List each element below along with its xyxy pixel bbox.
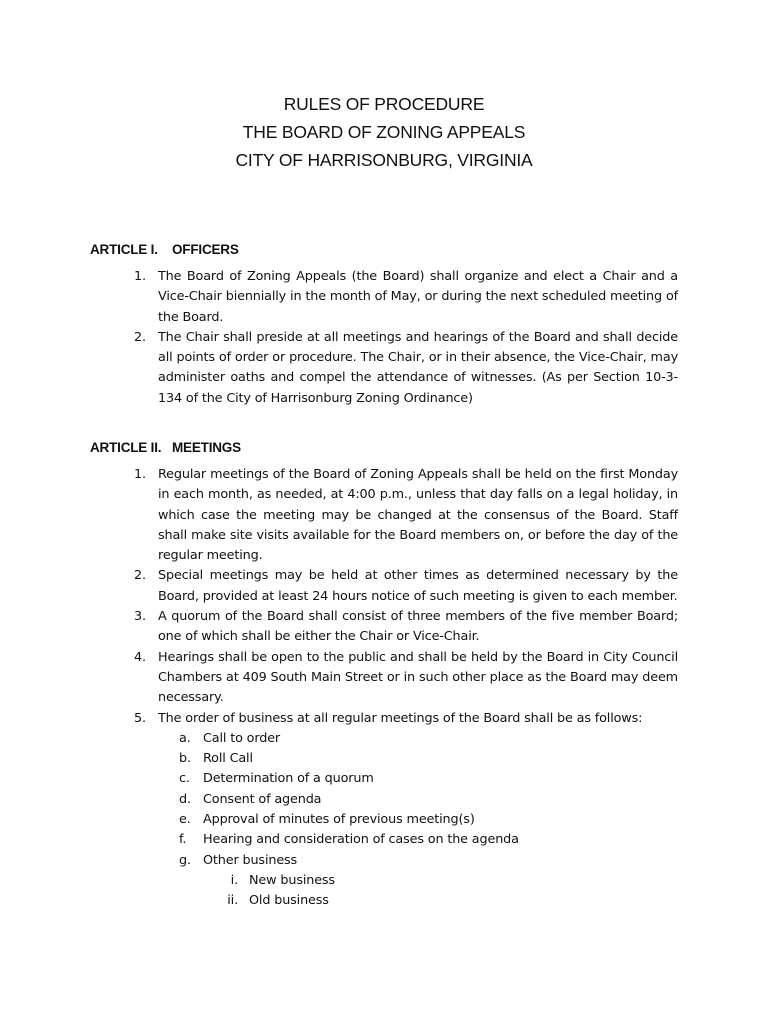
list-item bbox=[0, 709, 678, 729]
document-title-line-2: THE BOARD OF ZONING APPEALS bbox=[242, 122, 526, 142]
article-2-heading bbox=[90, 440, 241, 455]
article-1-list bbox=[0, 267, 768, 409]
other-business-item bbox=[0, 891, 768, 911]
order-of-business-item bbox=[0, 729, 768, 749]
list-item bbox=[0, 267, 678, 328]
item-text: New business bbox=[249, 872, 335, 888]
item-text: Regular meetings of the Board of Zoning Appeals shall be held on the first Monday in each month, as needed, at 4:00 p.m., unless that day falls on a legal holiday, in which case the meeting may be changed at the consensus of the Board. Staff shall make site visits available for the Board members on, or before the day of the regular meeting. bbox=[158, 467, 678, 564]
order-of-business-item bbox=[0, 810, 768, 830]
item-roman-numeral: i. bbox=[230, 872, 238, 888]
article-2-list bbox=[0, 465, 768, 912]
document-title-line-3: CITY OF HARRISONBURG, VIRGINIA bbox=[235, 150, 533, 170]
item-text: The Board of Zoning Appeals (the Board) shall organize and elect a Chair and a Vice-Chair biennially in the month of May, or during the next scheduled meeting of the Board. bbox=[158, 269, 678, 325]
item-number: 1. bbox=[134, 269, 146, 284]
order-of-business-item bbox=[0, 851, 768, 871]
list-item bbox=[0, 566, 678, 607]
item-letter: f. bbox=[179, 832, 187, 848]
item-text: Roll Call bbox=[203, 751, 253, 767]
item-text: Determination of a quorum bbox=[203, 771, 374, 787]
article-1-name: OFFICERS bbox=[172, 242, 239, 257]
item-letter: c. bbox=[179, 771, 190, 787]
item-text: Other business bbox=[203, 852, 298, 868]
item-letter: g. bbox=[179, 852, 191, 868]
article-2-label: ARTICLE II. bbox=[90, 440, 162, 455]
order-of-business-item bbox=[0, 769, 768, 789]
article-2-name: MEETINGS bbox=[172, 440, 241, 455]
item-text: Old business bbox=[249, 893, 329, 909]
item-number: 5. bbox=[134, 710, 146, 726]
article-1-label: ARTICLE I. bbox=[90, 242, 158, 257]
item-roman-numeral: ii. bbox=[227, 893, 238, 909]
list-item bbox=[0, 465, 678, 566]
item-letter: e. bbox=[179, 812, 191, 828]
list-item bbox=[0, 648, 678, 709]
article-1-heading bbox=[90, 242, 239, 257]
list-item bbox=[0, 607, 678, 648]
order-of-business-item bbox=[0, 790, 768, 810]
item-text: Hearings shall be open to the public and shall be held by the Board in City Council Chambers at 409 South Main Street or in such other place as the Board may deem necessary. bbox=[158, 649, 678, 706]
item-letter: a. bbox=[179, 730, 191, 746]
order-of-business-item bbox=[0, 830, 768, 850]
item-text: The order of business at all regular meetings of the Board shall be as follows: bbox=[158, 710, 643, 726]
item-text: The Chair shall preside at all meetings and hearings of the Board and shall decide all points of order or procedure. The Chair, or in their absence, the Vice-Chair, may administer oaths and compel the attendance of witnesses. (As per Section 10-3-134 of the City of Harrisonburg Zoning Ordinance) bbox=[158, 329, 678, 406]
item-text: Call to order bbox=[203, 730, 281, 746]
item-letter: d. bbox=[179, 791, 191, 807]
item-text: Approval of minutes of previous meeting(s) bbox=[203, 812, 475, 828]
item-text: Hearing and consideration of cases on the agenda bbox=[203, 832, 519, 848]
item-number: 1. bbox=[134, 467, 146, 482]
item-text: A quorum of the Board shall consist of three members of the five member Board; one of which shall be either the Chair or Vice-Chair. bbox=[158, 609, 678, 645]
item-number: 2. bbox=[134, 568, 146, 584]
item-number: 3. bbox=[134, 609, 146, 625]
item-text: Special meetings may be held at other times as determined necessary by the Board, provided at least 24 hours notice of such meeting is given to each member. bbox=[158, 568, 678, 604]
document-title-line-1: RULES OF PROCEDURE bbox=[283, 94, 485, 114]
item-number: 4. bbox=[134, 649, 146, 665]
other-business-item bbox=[0, 871, 768, 891]
list-item bbox=[0, 328, 678, 409]
item-text: Consent of agenda bbox=[203, 791, 322, 807]
item-number: 2. bbox=[134, 329, 146, 345]
order-of-business-item bbox=[0, 749, 768, 769]
item-letter: b. bbox=[179, 751, 191, 767]
